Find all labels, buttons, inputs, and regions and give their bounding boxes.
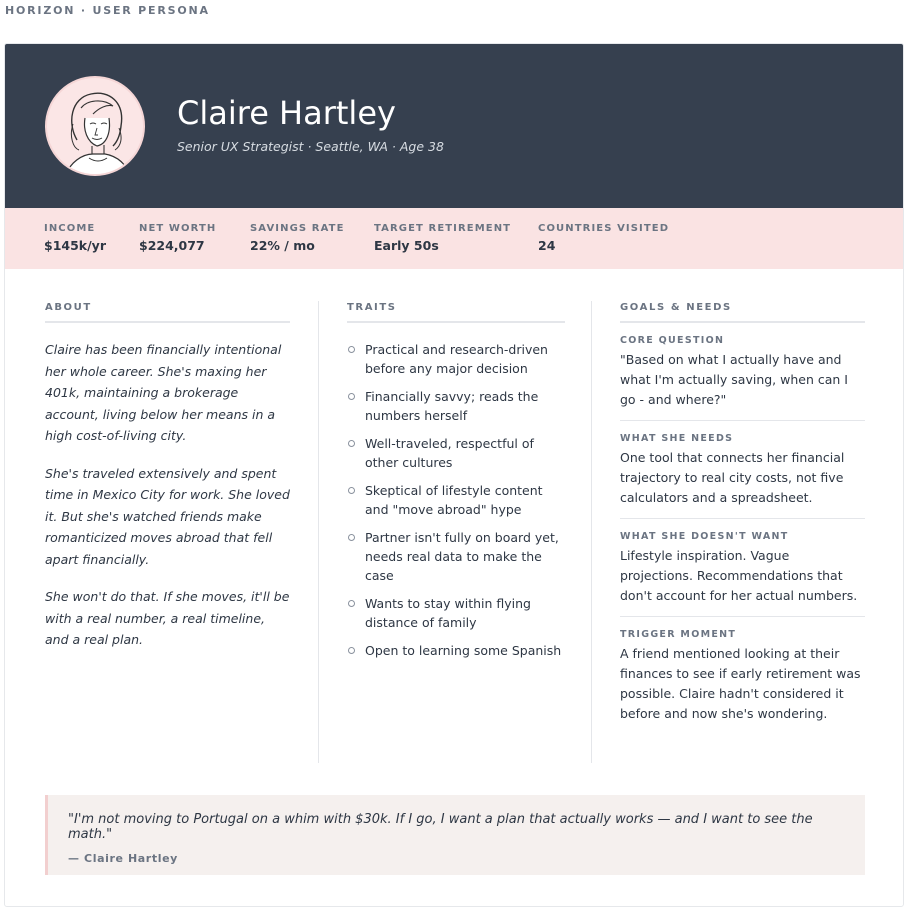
trait-item — [347, 434, 565, 472]
trait-text: Wants to stay within flying distance of family — [365, 596, 531, 630]
goal-text: A friend mentioned looking at their finances to see if early retirement was possible. Claire hadn't considered it before and now she's wondering. — [620, 646, 861, 721]
stat-savings-rate — [250, 223, 345, 253]
about-paragraph: She's traveled extensively and spent time in Mexico City for work. She loved it. But she's watched friends make romanticized moves abroad that fell apart financially. — [45, 465, 290, 567]
stat-label: NET WORTH — [139, 223, 217, 234]
stat-target-retirement — [374, 223, 511, 253]
goal-item-needs — [620, 421, 865, 519]
stat-value: $224,077 — [139, 238, 205, 253]
persona-quote — [45, 795, 865, 875]
about-paragraph: She won't do that. If she moves, it'll be with a real number, a real timeline, and a real plan. — [45, 589, 290, 647]
persona-card — [4, 43, 904, 907]
goal-label: CORE QUESTION — [620, 335, 725, 346]
goals-heading: GOALS & NEEDS — [620, 302, 865, 323]
goal-label: WHAT SHE DOESN'T WANT — [620, 531, 789, 542]
trait-text: Practical and research-driven before any major decision — [365, 342, 548, 376]
about-paragraph: Claire has been financially intentional her whole career. She's maxing her 401k, maintaining a brokerage account, living below her means in a high cost-of-living city. — [45, 342, 282, 443]
about-section — [45, 302, 290, 651]
trait-item — [347, 594, 565, 632]
trait-text: Skeptical of lifestyle content and "move abroad" hype — [365, 483, 543, 517]
traits-heading: TRAITS — [347, 302, 565, 323]
goal-item-core-question — [620, 323, 865, 421]
goal-text: "Based on what I actually have and what I'm actually saving, when can I go - and where?" — [620, 352, 848, 407]
trait-item — [347, 528, 565, 585]
bullet-circle-icon — [348, 647, 355, 654]
stat-income — [44, 223, 106, 253]
goal-label: TRIGGER MOMENT — [620, 629, 737, 640]
stat-value: 24 — [538, 238, 556, 253]
stat-label: INCOME — [44, 223, 96, 234]
quote-attribution: — Claire Hartley — [68, 852, 178, 865]
column-divider — [318, 301, 319, 763]
goal-item-trigger-moment — [620, 617, 865, 734]
stat-value: 22% / mo — [250, 238, 315, 253]
woman-portrait-icon — [47, 78, 145, 176]
bullet-circle-icon — [348, 534, 355, 541]
page-eyebrow: HORIZON · USER PERSONA — [5, 4, 210, 17]
stat-net-worth — [139, 223, 216, 253]
column-divider — [591, 301, 592, 763]
stat-label: TARGET RETIREMENT — [374, 223, 512, 234]
goal-text: One tool that connects her financial trajectory to real city costs, not five calculators and a spreadsheet. — [620, 450, 845, 505]
persona-subtitle: Senior UX Strategist · Seattle, WA · Age 38 — [177, 139, 444, 154]
goal-item-doesnt-want — [620, 519, 865, 617]
trait-text: Open to learning some Spanish — [365, 643, 562, 658]
persona-header — [5, 44, 903, 208]
about-heading: ABOUT — [45, 302, 290, 323]
avatar — [45, 76, 145, 176]
stat-label: SAVINGS RATE — [250, 223, 345, 234]
bullet-circle-icon — [348, 393, 355, 400]
stats-bar — [5, 208, 903, 269]
trait-item — [347, 387, 565, 425]
trait-item — [347, 481, 565, 519]
stat-value: Early 50s — [374, 238, 439, 253]
persona-name: Claire Hartley — [177, 94, 396, 132]
goals-section — [620, 302, 865, 734]
goal-text: Lifestyle inspiration. Vague projections. Recommendations that don't account for her actual numbers. — [620, 548, 858, 603]
stat-countries-visited — [538, 223, 669, 253]
trait-text: Financially savvy; reads the numbers herself — [365, 389, 539, 423]
trait-text: Partner isn't fully on board yet, needs real data to make the case — [365, 530, 559, 583]
quote-text: "I'm not moving to Portugal on a whim with $30k. If I go, I want a plan that actually works — and I want to see the math." — [68, 812, 813, 842]
traits-list — [347, 340, 565, 660]
bullet-circle-icon — [348, 600, 355, 607]
stat-value: $145k/yr — [44, 238, 106, 253]
trait-item — [347, 641, 565, 660]
trait-text: Well-traveled, respectful of other cultures — [365, 436, 534, 470]
stat-label: COUNTRIES VISITED — [538, 223, 670, 234]
bullet-circle-icon — [348, 487, 355, 494]
bullet-circle-icon — [348, 346, 355, 353]
persona-columns — [5, 269, 903, 769]
bullet-circle-icon — [348, 440, 355, 447]
traits-section — [347, 302, 565, 669]
trait-item — [347, 340, 565, 378]
goal-label: WHAT SHE NEEDS — [620, 433, 734, 444]
